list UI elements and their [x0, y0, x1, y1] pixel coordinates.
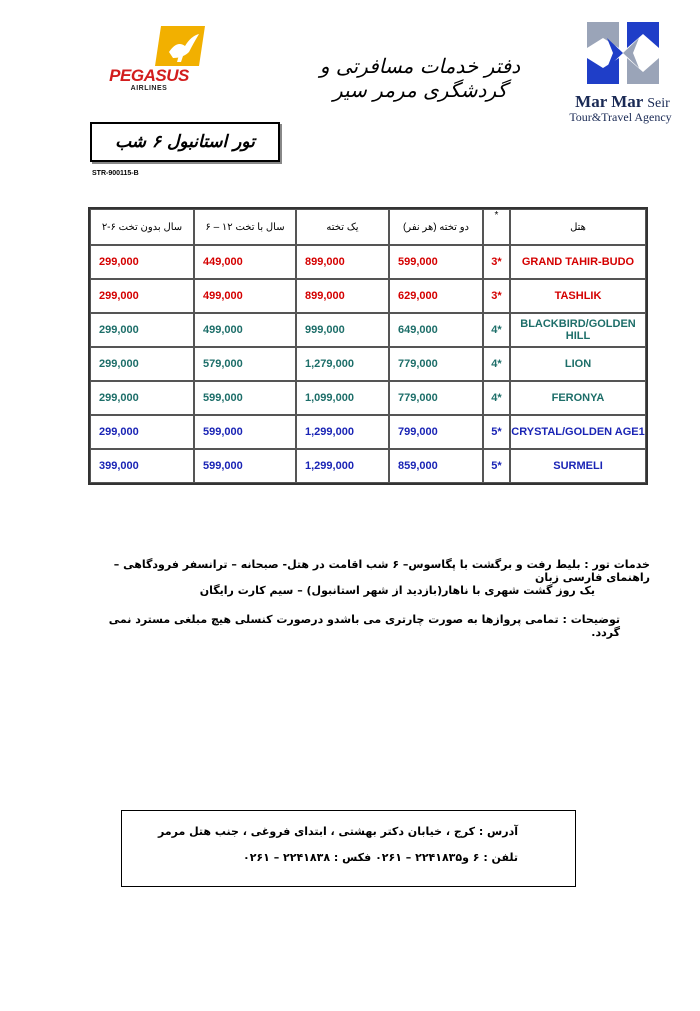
cell-hotel: FERONYA	[510, 381, 646, 415]
pegasus-wing-icon	[155, 22, 207, 70]
cell-single: 899,000	[296, 245, 389, 279]
cell-child-nobed: 299,000	[90, 245, 194, 279]
cell-child-nobed: 399,000	[90, 449, 194, 483]
agency-title: دفتر خدمات مسافرتی و گردشگری مرمر سیر	[319, 54, 521, 102]
cell-child-bed: 499,000	[194, 313, 296, 347]
table-row	[90, 347, 646, 381]
cell-hotel: LION	[510, 347, 646, 381]
tour-title: تور استانبول ۶ شب	[115, 132, 255, 152]
cell-child-nobed: 299,000	[90, 381, 194, 415]
tour-title-box	[90, 122, 280, 162]
table-row	[90, 381, 646, 415]
cell-single: 999,000	[296, 313, 389, 347]
marmar-brand-name	[560, 92, 685, 112]
cell-child-nobed: 299,000	[90, 415, 194, 449]
cell-child-bed: 599,000	[194, 381, 296, 415]
cell-child-nobed: 299,000	[90, 347, 194, 381]
pegasus-logo	[100, 22, 220, 92]
header-single: یک تخته	[296, 209, 389, 245]
cell-hotel: BLACKBIRD/GOLDEN HILL	[510, 313, 646, 347]
cell-star: 4*	[483, 347, 510, 381]
services-note: خدمات تور : بلیط رفت و برگشت با پگاسوس– ۶ شب اقامت در هتل- صبحانه – ترانسفر فرودگاهی –راهنمای فارسی زبان	[113, 558, 650, 584]
cell-hotel: CRYSTAL/GOLDEN AGE1	[510, 415, 646, 449]
table-row	[90, 449, 646, 483]
marmar-name-text: Mar Mar	[575, 92, 643, 111]
cell-double: 779,000	[389, 347, 483, 381]
header-double: دو تخته (هر نفر)	[389, 209, 483, 245]
header-hotel: هتل	[510, 209, 646, 245]
cell-hotel: SURMELI	[510, 449, 646, 483]
cell-star: 5*	[483, 449, 510, 483]
cell-single: 1,279,000	[296, 347, 389, 381]
tour-code: STR-900115-B	[92, 170, 139, 177]
cell-hotel: GRAND TAHIR-BUDO	[510, 245, 646, 279]
pegasus-brand-text: PEGASUS	[109, 66, 189, 85]
cell-child-nobed: 299,000	[90, 279, 194, 313]
cell-double: 629,000	[389, 279, 483, 313]
cell-star: 4*	[483, 313, 510, 347]
cell-star: 3*	[483, 245, 510, 279]
address-box	[121, 810, 576, 887]
cell-child-bed: 599,000	[194, 415, 296, 449]
marmar-logo-icon	[583, 18, 663, 88]
cell-child-bed: 499,000	[194, 279, 296, 313]
table-row	[90, 313, 646, 347]
table-body	[90, 245, 646, 483]
cell-star: 5*	[483, 415, 510, 449]
cell-double: 859,000	[389, 449, 483, 483]
cell-double: 649,000	[389, 313, 483, 347]
cell-star: 3*	[483, 279, 510, 313]
table-row	[90, 415, 646, 449]
table-row	[90, 279, 646, 313]
cell-child-bed: 579,000	[194, 347, 296, 381]
marmar-seir-text: Seir	[647, 96, 670, 111]
services-note-2: یک روز گشت شهری با ناهار(بازدید از شهر استانبول) – سیم کارت رایگان	[199, 584, 595, 597]
price-table	[88, 207, 648, 485]
cell-star: 4*	[483, 381, 510, 415]
cell-single: 899,000	[296, 279, 389, 313]
header-child-bed: ۶ – ۱۲ سال با تخت	[194, 209, 296, 245]
header-child-nobed: ۲-۶ سال بدون تخت	[90, 209, 194, 245]
cell-single: 1,299,000	[296, 449, 389, 483]
cell-double: 779,000	[389, 381, 483, 415]
phone-fax-line: تلفن : ۶ و۲۲۴۱۸۳۵ – ۰۲۶۱ فکس : ۲۲۴۱۸۳۸ – ۰۲۶۱	[243, 851, 518, 864]
marmar-subtitle: Tour&Travel Agency	[569, 110, 672, 124]
address-line: آدرس : کرج ، خیابان دکتر بهشتی ، ابتدای فروغی ، جنب هتل مرمر	[157, 825, 518, 838]
cell-double: 599,000	[389, 245, 483, 279]
pegasus-sub-text: AIRLINES	[130, 85, 168, 92]
cell-single: 1,099,000	[296, 381, 389, 415]
cell-hotel: TASHLIK	[510, 279, 646, 313]
cell-single: 1,299,000	[296, 415, 389, 449]
cell-child-bed: 449,000	[194, 245, 296, 279]
header-star: *	[483, 209, 510, 245]
table-row	[90, 245, 646, 279]
cell-child-bed: 599,000	[194, 449, 296, 483]
cell-child-nobed: 299,000	[90, 313, 194, 347]
cell-double: 799,000	[389, 415, 483, 449]
table-header-row	[90, 209, 646, 245]
remarks-note: توضیحات : تمامی پروازها به صورت چارتری می باشدو درصورت کنسلی هیچ مبلغی مسترد نمی گردد.	[108, 613, 620, 639]
